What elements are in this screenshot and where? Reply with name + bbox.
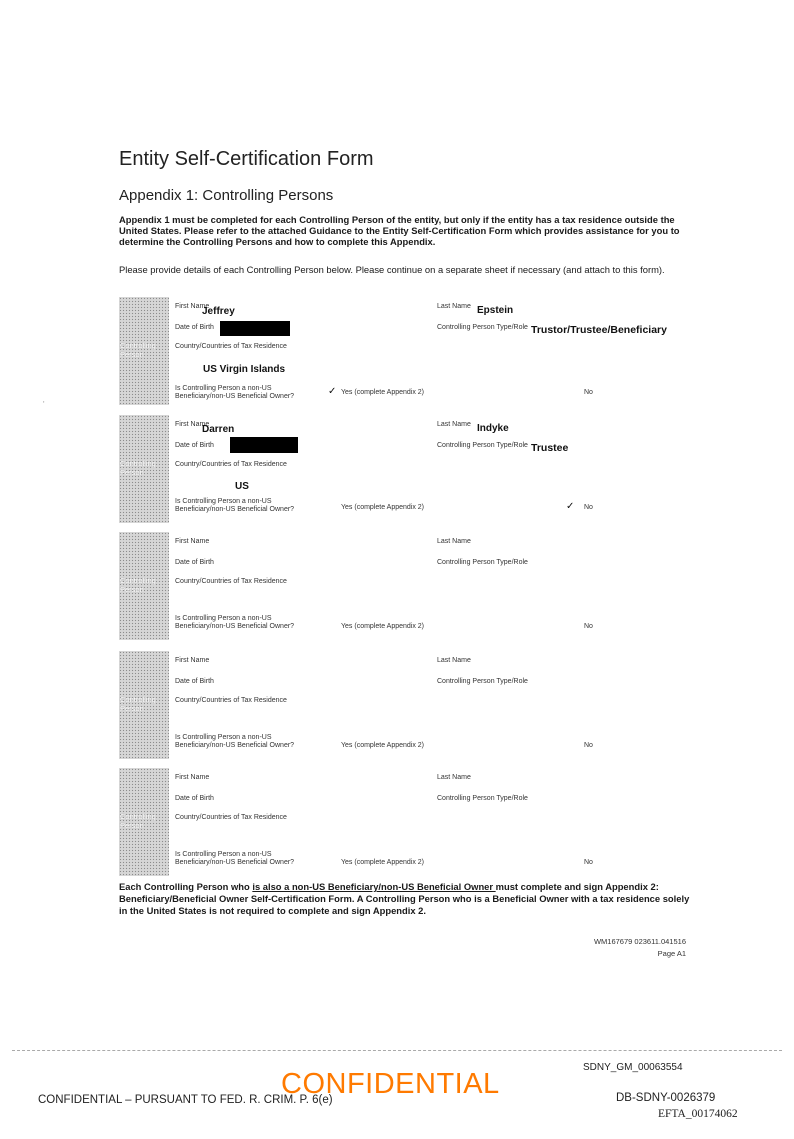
last-name-label: Last Name	[437, 657, 471, 664]
form-title: Entity Self-Certification Form	[119, 148, 374, 170]
role-value: Trustee	[531, 442, 569, 454]
no-option: No	[584, 859, 593, 866]
no-option: No	[584, 623, 593, 630]
redaction-bar	[230, 437, 298, 453]
side-label: Controlling Person	[120, 812, 156, 830]
dob-label: Date of Birth	[175, 324, 214, 331]
country-label: Country/Countries of Tax Residence	[175, 343, 287, 350]
yes-option: Yes (complete Appendix 2)	[341, 742, 425, 749]
shaded-side-panel	[119, 532, 169, 640]
role-label: Controlling Person Type/Role	[437, 678, 528, 685]
yes-option: Yes (complete Appendix 2)	[341, 389, 425, 396]
first-name-value: Darren	[202, 424, 235, 435]
question-line-2: Beneficiary/non-US Beneficial Owner?	[175, 393, 295, 400]
side-label: Controlling Person	[120, 341, 156, 359]
instructions-part-1: Each Controlling Person who	[119, 881, 253, 892]
document-reference	[594, 936, 686, 960]
last-name-label: Last Name	[437, 538, 471, 545]
last-name-label: Last Name	[437, 774, 471, 781]
question-line-1: Is Controlling Person a non-US	[175, 851, 272, 858]
controlling-person-block-2	[119, 415, 699, 523]
country-label: Country/Countries of Tax Residence	[175, 697, 287, 704]
side-label: Controlling Person	[120, 576, 156, 594]
country-label: Country/Countries of Tax Residence	[175, 578, 287, 585]
dob-label: Date of Birth	[175, 678, 214, 685]
intro-instructions: Appendix 1 must be completed for each Controlling Person of the entity, but only if the entity has a tax residence outside the United States. Please refer to the attached Guidance to the Entity Self-Certification Form which provides assistance for you to determine the Controlling Persons and how to complete this Appendix.	[119, 214, 680, 247]
country-label: Country/Countries of Tax Residence	[175, 814, 287, 821]
side-label: Controlling Person	[120, 695, 156, 713]
yes-option: Yes (complete Appendix 2)	[341, 504, 425, 511]
dob-label: Date of Birth	[175, 795, 214, 802]
question-line-2: Beneficiary/non-US Beneficial Owner?	[175, 859, 295, 866]
role-label: Controlling Person Type/Role	[437, 324, 528, 331]
role-label: Controlling Person Type/Role	[437, 559, 528, 566]
controlling-person-block-5	[119, 768, 699, 876]
yes-option: Yes (complete Appendix 2)	[341, 623, 425, 630]
dob-label: Date of Birth	[175, 442, 214, 449]
first-name-label: First Name	[175, 421, 210, 428]
bates-db-stamp: DB-SDNY-0026379	[616, 1092, 716, 1104]
question-line-1: Is Controlling Person a non-US	[175, 734, 272, 741]
role-label: Controlling Person Type/Role	[437, 795, 528, 802]
side-label: Controlling Person	[120, 459, 156, 477]
first-name-label: First Name	[175, 657, 210, 664]
appendix-title: Appendix 1: Controlling Persons	[119, 187, 334, 204]
last-name-value: Indyke	[477, 423, 509, 434]
question-line-2: Beneficiary/non-US Beneficial Owner?	[175, 742, 295, 749]
shaded-side-panel	[119, 768, 169, 876]
page-number: Page A1	[657, 949, 686, 958]
question-line-2: Beneficiary/non-US Beneficial Owner?	[175, 506, 295, 513]
question-line-2: Beneficiary/non-US Beneficial Owner?	[175, 623, 295, 630]
question-line-1: Is Controlling Person a non-US	[175, 615, 272, 622]
confidential-notice: CONFIDENTIAL – PURSUANT TO FED. R. CRIM. P. 6(e)	[38, 1094, 333, 1106]
shaded-side-panel	[119, 297, 169, 405]
intro-note: Please provide details of each Controlling Person below. Please continue on a separate sheet if necessary (and attach to this form).	[119, 264, 665, 275]
bates-gm-stamp: SDNY_GM_00063554	[583, 1062, 683, 1073]
first-name-label: First Name	[175, 303, 210, 310]
controlling-person-block-1	[119, 297, 699, 405]
role-value: Trustor/Trustee/Beneficiary	[531, 324, 667, 336]
question-line-1: Is Controlling Person a non-US	[175, 385, 272, 392]
no-option: No	[584, 389, 593, 396]
first-name-label: First Name	[175, 538, 210, 545]
no-option: No	[584, 504, 593, 511]
yes-checkmark-icon: ✓	[328, 386, 337, 397]
divider	[12, 1050, 782, 1051]
no-option: No	[584, 742, 593, 749]
no-checkmark-icon: ✓	[566, 501, 575, 512]
question-line-1: Is Controlling Person a non-US	[175, 498, 272, 505]
first-name-value: Jeffrey	[202, 306, 235, 317]
shaded-side-panel	[119, 415, 169, 523]
appendix2-instructions	[119, 881, 699, 917]
instructions-part-2: must complete and sign Appendix 2: Beneficiary/Beneficial Owner Self-Certification Form. A Controlling Person who is a Beneficial Owner with a tax residence solely in the United States is not required to complete and sign Appendix 2.	[119, 881, 690, 916]
efta-stamp: EFTA_00174062	[658, 1108, 738, 1120]
last-name-label: Last Name	[437, 421, 471, 428]
redaction-bar	[220, 321, 290, 336]
controlling-person-block-4	[119, 651, 699, 759]
country-label: Country/Countries of Tax Residence	[175, 461, 287, 468]
last-name-value: Epstein	[477, 305, 514, 316]
instructions-underlined: is also a non-US Beneficiary/non-US Beneficial Owner	[252, 881, 496, 892]
first-name-label: First Name	[175, 774, 210, 781]
controlling-person-block-3	[119, 532, 699, 640]
shaded-side-panel	[119, 651, 169, 759]
doc-ref-code: WM167679 023611.041516	[593, 937, 686, 946]
confidential-stamp: CONFIDENTIAL	[281, 1068, 500, 1100]
role-label: Controlling Person Type/Role	[437, 442, 528, 449]
dob-label: Date of Birth	[175, 559, 214, 566]
country-value: US	[235, 481, 249, 492]
yes-option: Yes (complete Appendix 2)	[341, 859, 425, 866]
last-name-label: Last Name	[437, 303, 471, 310]
country-value: US Virgin Islands	[203, 364, 286, 375]
margin-mark: '	[43, 400, 45, 409]
